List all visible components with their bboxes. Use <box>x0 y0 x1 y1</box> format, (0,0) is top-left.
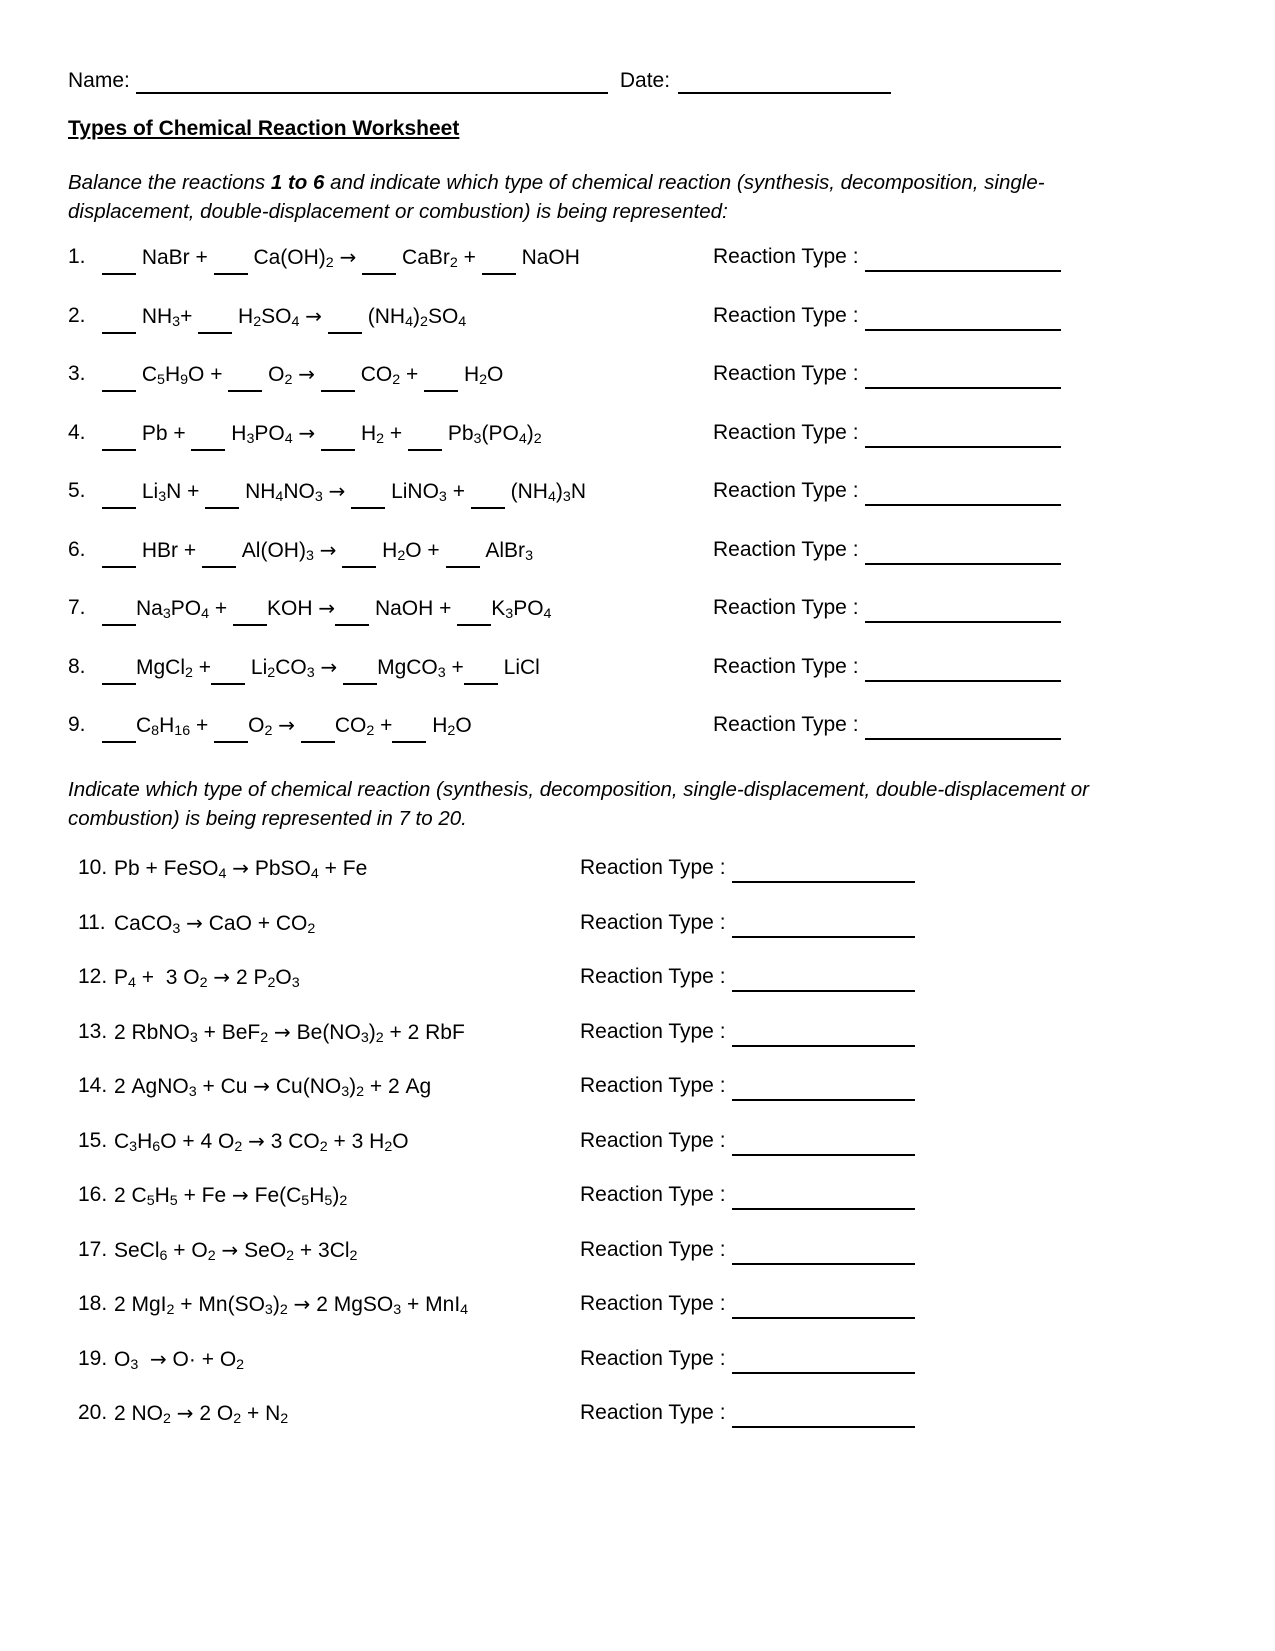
coefficient-blank[interactable] <box>464 668 498 685</box>
reaction-type-field <box>713 301 1061 331</box>
coefficient-blank[interactable] <box>191 434 225 451</box>
reaction-arrow-icon: → <box>320 654 338 679</box>
reaction-type-field <box>713 242 1061 272</box>
reaction-row <box>68 593 1168 623</box>
reaction-type-answer-blank[interactable] <box>732 1356 915 1374</box>
reaction-number: 19. <box>78 1346 108 1370</box>
reaction-type-label: Reaction Type : <box>713 537 859 561</box>
coefficient-blank[interactable] <box>321 434 355 451</box>
reaction-type-field <box>580 1398 915 1428</box>
page-title: Types of Chemical Reaction Worksheet <box>68 117 460 140</box>
instruction-1-part-b: and indicate which type of chemical reaction (synthesis, decomposition, single-displacement, double-displacement or combustion) is being represented: <box>68 171 1045 223</box>
reaction-equation: $C_3H_6O + 4$ $O_2 \to 3$ $CO_2 + 3$ $H_2O$ <box>114 1128 409 1155</box>
reaction-type-answer-blank[interactable] <box>865 488 1061 506</box>
reaction-equation: HBr + $Al(OH)_3 \to H_2O$ + AlBr$_3$ <box>102 535 533 568</box>
reaction-equation: $NH_3+ H_2SO_4 \to (NH_4)_2SO_4$ <box>102 301 466 334</box>
reaction-arrow-icon: → <box>328 479 346 503</box>
reaction-type-field <box>713 710 1061 740</box>
reaction-type-answer-blank[interactable] <box>732 1192 915 1210</box>
reaction-type-answer-blank[interactable] <box>865 430 1061 448</box>
reaction-equation: $Li_3N + NH_4NO_3$ → LiNO$_3$ + $(NH_4)_3N$ <box>102 476 586 509</box>
reaction-type-field <box>713 652 1061 682</box>
reaction-equation: Pb + FeSO$_4$ → PbSO$_4$ + Fe <box>114 856 368 883</box>
reaction-type-label: Reaction Type : <box>580 1346 726 1370</box>
reaction-type-field <box>580 1017 915 1047</box>
reaction-row <box>78 1017 1178 1047</box>
reaction-arrow-icon: → <box>293 1292 311 1316</box>
reaction-type-field <box>713 535 1061 565</box>
reaction-type-answer-blank[interactable] <box>732 1138 915 1156</box>
reaction-number: 10. <box>78 856 108 879</box>
coefficient-blank[interactable] <box>482 258 516 275</box>
coefficient-blank[interactable] <box>205 492 239 509</box>
reaction-arrow-icon: → <box>305 303 323 328</box>
coefficient-blank[interactable] <box>408 434 442 451</box>
reaction-type-answer-blank[interactable] <box>732 974 915 992</box>
coefficient-blank[interactable] <box>321 375 355 392</box>
coefficient-blank[interactable] <box>102 258 136 275</box>
reaction-number: 18. <box>78 1292 108 1315</box>
reaction-number: 7. <box>68 596 86 619</box>
reaction-arrow-icon: → <box>318 596 336 620</box>
coefficient-blank[interactable] <box>102 609 136 626</box>
coefficient-blank[interactable] <box>343 668 377 685</box>
reaction-type-field <box>580 1289 915 1319</box>
coefficient-blank[interactable] <box>228 375 262 392</box>
reaction-equation: 2 $NO_2 \to 2$ $O_2 + N_2$ <box>114 1401 289 1428</box>
reaction-arrow-icon: → <box>274 1019 291 1044</box>
reaction-arrow-icon: → <box>253 1074 271 1098</box>
reaction-equation: CaCO$_3$ → CaO + $CO_2$ <box>114 910 316 937</box>
coefficient-blank[interactable] <box>457 609 491 626</box>
reaction-number: 15. <box>78 1128 108 1152</box>
coefficient-blank[interactable] <box>211 668 245 685</box>
coefficient-blank[interactable] <box>446 551 480 568</box>
reaction-type-field <box>580 908 915 938</box>
reaction-row <box>78 1235 1178 1265</box>
reaction-type-field <box>713 418 1061 448</box>
coefficient-blank[interactable] <box>102 492 136 509</box>
reaction-type-label: Reaction Type : <box>580 1183 726 1206</box>
reaction-arrow-icon: → <box>176 1401 194 1425</box>
reaction-arrow-icon: → <box>149 1346 167 1371</box>
coefficient-blank[interactable] <box>351 492 385 509</box>
reaction-type-answer-blank[interactable] <box>732 1301 915 1319</box>
reaction-number: 6. <box>68 537 86 561</box>
reaction-type-label: Reaction Type : <box>580 1128 726 1152</box>
reaction-type-label: Reaction Type : <box>713 303 859 327</box>
coefficient-blank[interactable] <box>328 317 362 334</box>
reaction-row <box>78 908 1178 938</box>
reaction-arrow-icon: → <box>232 1183 249 1207</box>
reaction-number: 17. <box>78 1237 108 1261</box>
reaction-type-label: Reaction Type : <box>580 1237 726 1261</box>
reaction-number: 12. <box>78 965 108 988</box>
coefficient-blank[interactable] <box>335 609 369 626</box>
reaction-arrow-icon: → <box>213 965 231 989</box>
reaction-type-label: Reaction Type : <box>580 910 726 934</box>
reaction-type-answer-blank[interactable] <box>732 865 915 883</box>
reaction-row <box>68 418 1168 448</box>
reaction-type-field <box>580 1180 915 1210</box>
reaction-row <box>68 535 1168 565</box>
reaction-arrow-icon: → <box>221 1237 239 1262</box>
reaction-type-label: Reaction Type : <box>713 654 859 678</box>
reaction-row <box>68 301 1168 331</box>
reaction-arrow-icon: → <box>298 420 316 445</box>
reaction-equation: MgCl$_2$ + $Li_2CO_3$ → MgCO$_3$ + LiCl <box>102 652 540 685</box>
coefficient-blank[interactable] <box>214 726 248 743</box>
reaction-type-field <box>580 1235 915 1265</box>
reaction-row <box>78 962 1178 992</box>
coefficient-blank[interactable] <box>362 258 396 275</box>
reaction-type-field <box>580 1344 915 1374</box>
reaction-equation: 2 RbNO$_3$ + $BeF_2 \to Be(NO_3)_2 + 2$ RbF <box>114 1019 465 1046</box>
name-blank-line[interactable] <box>136 75 608 94</box>
reaction-equation: 2 AgNO$_3$ + $Cu \to Cu(NO_3)_2 + 2$ Ag <box>114 1074 432 1101</box>
reaction-type-field <box>580 1126 915 1156</box>
coefficient-blank[interactable] <box>342 551 376 568</box>
reaction-number: 1. <box>68 245 86 268</box>
reaction-number: 5. <box>68 479 86 502</box>
reaction-type-label: Reaction Type : <box>580 1292 726 1315</box>
reaction-row <box>78 1289 1178 1319</box>
coefficient-blank[interactable] <box>102 434 136 451</box>
reaction-number: 9. <box>68 713 86 736</box>
name-date-row <box>68 68 1168 94</box>
reaction-type-label: Reaction Type : <box>713 713 859 736</box>
reaction-number: 14. <box>78 1074 108 1097</box>
reaction-type-field <box>713 359 1061 389</box>
reaction-type-answer-blank[interactable] <box>732 1410 915 1428</box>
date-label: Date: <box>619 69 671 92</box>
reaction-type-label: Reaction Type : <box>713 479 859 502</box>
reaction-type-answer-blank[interactable] <box>865 605 1061 623</box>
reaction-type-answer-blank[interactable] <box>732 1029 915 1047</box>
reaction-arrow-icon: → <box>248 1128 265 1153</box>
reaction-arrow-icon: → <box>278 713 295 737</box>
reaction-arrow-icon: → <box>339 245 357 269</box>
reaction-row <box>68 359 1168 389</box>
reaction-equation: $O_3 \to O\cdot + O_2$ <box>114 1346 245 1373</box>
instruction-paragraph-2: Indicate which type of chemical reaction (synthesis, decomposition, single-displacement, double-displacement or combustion) is being represented in 7 to 20. <box>68 778 1089 830</box>
reaction-equation: NaBr + $Ca(OH)_2$ → CaBr$_2$ + NaOH <box>102 242 580 275</box>
reaction-type-label: Reaction Type : <box>713 420 859 444</box>
coefficient-blank[interactable] <box>214 258 248 275</box>
reaction-row <box>68 242 1168 272</box>
reaction-type-label: Reaction Type : <box>580 1401 726 1424</box>
reaction-type-field <box>713 476 1061 506</box>
reaction-equation: $Pb + H_3PO_4 \to H_2 + Pb_3(PO_4)_2$ <box>102 418 542 451</box>
reaction-type-answer-blank[interactable] <box>865 664 1061 682</box>
reaction-number: 20. <box>78 1401 108 1424</box>
coefficient-blank[interactable] <box>424 375 458 392</box>
reaction-type-label: Reaction Type : <box>580 1074 726 1097</box>
reaction-arrow-icon: → <box>319 537 337 562</box>
reaction-type-label: Reaction Type : <box>580 856 726 879</box>
reaction-type-answer-blank[interactable] <box>865 547 1061 565</box>
reaction-arrow-icon: → <box>186 910 203 935</box>
coefficient-blank[interactable] <box>471 492 505 509</box>
reaction-equation: $C_8H_{16} + O_2 \to CO_2 + H_2O$ <box>102 710 472 743</box>
reaction-equation: SeCl$_6$ + $O_2 \to SeO_2 + 3Cl_2$ <box>114 1237 358 1264</box>
coefficient-blank[interactable] <box>301 726 335 743</box>
reaction-row <box>78 1180 1178 1210</box>
coefficient-blank[interactable] <box>202 551 236 568</box>
reaction-type-answer-blank[interactable] <box>865 371 1061 389</box>
reaction-row <box>68 710 1168 740</box>
reaction-number: 3. <box>68 362 86 385</box>
coefficient-blank[interactable] <box>102 668 136 685</box>
name-label: Name: <box>68 69 130 92</box>
reaction-number: 2. <box>68 303 86 327</box>
coefficient-blank[interactable] <box>102 726 136 743</box>
reaction-equation: 2 $MgI_2 + Mn(SO_3)_2 \to 2$ MgSO$_3$ + MnI$_4$ <box>114 1292 469 1319</box>
reaction-type-label: Reaction Type : <box>713 245 859 268</box>
reaction-row <box>68 652 1168 682</box>
reaction-row <box>78 1398 1178 1428</box>
coefficient-blank[interactable] <box>198 317 232 334</box>
coefficient-blank[interactable] <box>102 317 136 334</box>
reaction-type-field <box>580 962 915 992</box>
reaction-type-answer-blank[interactable] <box>865 313 1061 331</box>
reaction-row <box>78 853 1178 883</box>
instruction-1-part-a: Balance the reactions <box>68 171 271 194</box>
reaction-arrow-icon: → <box>298 362 316 386</box>
reaction-number: 4. <box>68 420 86 444</box>
reaction-type-label: Reaction Type : <box>580 1019 726 1043</box>
reaction-type-answer-blank[interactable] <box>732 920 915 938</box>
reaction-row <box>68 476 1168 506</box>
reaction-equation: 2 $C_5H_5 + Fe \to Fe(C_5H_5)_2$ <box>114 1183 348 1210</box>
reaction-number: 11. <box>78 910 106 934</box>
reaction-row <box>78 1344 1178 1374</box>
reaction-number: 8. <box>68 654 86 678</box>
reaction-type-answer-blank[interactable] <box>865 254 1061 272</box>
reaction-equation: $C_5H_9O + O_2 \to CO_2 + H_2O$ <box>102 359 503 392</box>
coefficient-blank[interactable] <box>233 609 267 626</box>
reaction-type-label: Reaction Type : <box>713 596 859 619</box>
reaction-number: 13. <box>78 1019 108 1043</box>
instruction-1-range: 1 to 6 <box>270 171 325 194</box>
reaction-type-field <box>580 853 915 883</box>
instruction-paragraph-1 <box>68 168 1143 226</box>
reaction-type-answer-blank[interactable] <box>732 1083 915 1101</box>
reaction-row <box>78 1071 1178 1101</box>
coefficient-blank[interactable] <box>102 375 136 392</box>
reaction-type-label: Reaction Type : <box>580 965 726 988</box>
reaction-type-answer-blank[interactable] <box>865 722 1061 740</box>
reaction-type-field <box>713 593 1061 623</box>
reaction-row <box>78 1126 1178 1156</box>
coefficient-blank[interactable] <box>102 551 136 568</box>
reaction-type-label: Reaction Type : <box>713 362 859 385</box>
date-blank-line[interactable] <box>678 75 891 94</box>
reaction-equation: $Na_3PO_4$ + KOH → NaOH + $K_3PO_4$ <box>102 593 551 626</box>
reaction-arrow-icon: → <box>232 856 250 880</box>
reaction-type-field <box>580 1071 915 1101</box>
reaction-equation: $P_4 + 3$ $O_2 \to 2$ $P_2O_3$ <box>114 965 300 992</box>
reaction-type-answer-blank[interactable] <box>732 1247 915 1265</box>
reaction-number: 16. <box>78 1183 108 1206</box>
coefficient-blank[interactable] <box>392 726 426 743</box>
